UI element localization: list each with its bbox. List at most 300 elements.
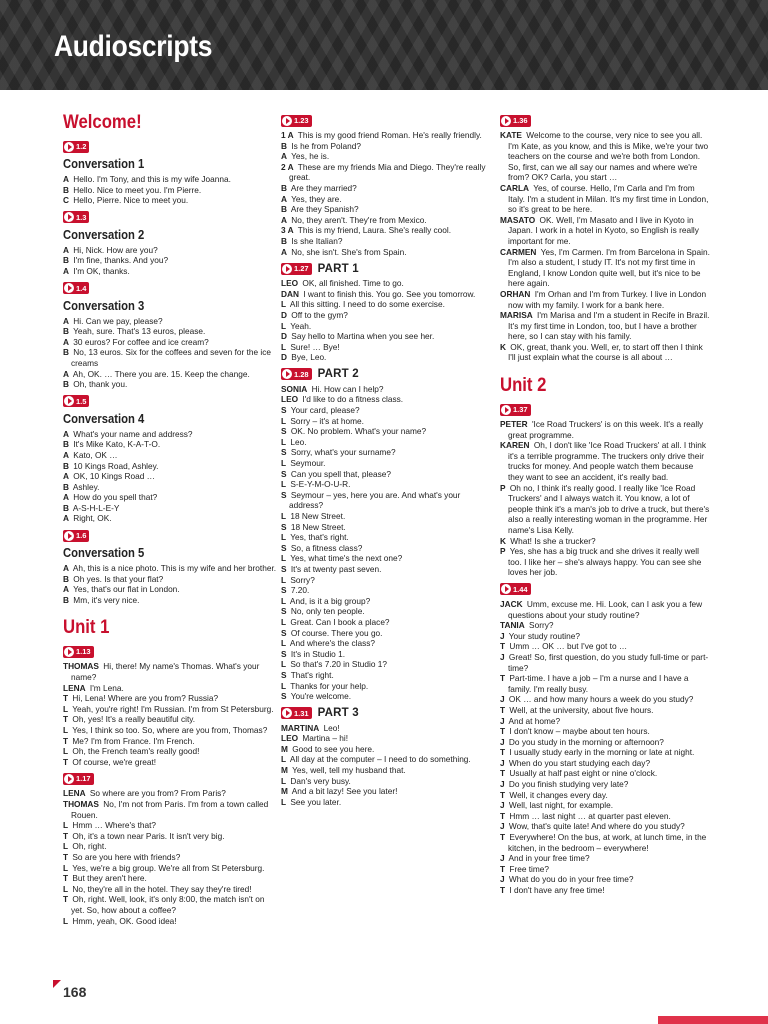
column-3 <box>500 112 710 901</box>
speaker-label: S <box>281 405 287 416</box>
dialogue-line <box>281 151 491 162</box>
speaker-label: T <box>63 894 69 905</box>
dialogue-line <box>281 681 491 692</box>
speaker-label: J <box>500 874 505 885</box>
line-text: 10 Kings Road, Ashley. <box>71 460 159 471</box>
dialogue-line <box>63 255 278 266</box>
dialogue-line <box>281 289 491 300</box>
dialogue-line <box>63 714 278 725</box>
dialogue-line <box>500 800 710 811</box>
speaker-label: L <box>281 320 287 331</box>
section-heading-unit-1: Unit 1 <box>63 617 110 639</box>
dialogue-line <box>281 405 491 416</box>
dialogue-line <box>63 852 278 863</box>
line-text: Oh, the French team's really good! <box>70 746 200 757</box>
line-text: So where are you from? From Paris? <box>87 788 226 799</box>
audio-track[interactable] <box>281 707 491 720</box>
dialogue-line <box>281 236 491 247</box>
dialogue-line <box>63 195 278 206</box>
dialogue-line <box>281 130 491 141</box>
dialogue-line <box>281 194 491 205</box>
speaker-label: A <box>63 449 69 460</box>
play-icon[interactable]: 1.44 <box>500 583 531 595</box>
audio-track[interactable] <box>281 114 491 127</box>
dialogue-line <box>281 490 491 511</box>
line-text: Kato, OK … <box>71 449 118 460</box>
line-text: Umm … OK … but I've got to … <box>507 641 628 652</box>
line-text: But they aren't here. <box>70 873 147 884</box>
speaker-label: L <box>281 553 287 564</box>
speaker-label: T <box>500 832 506 843</box>
speaker-label: 1 A <box>281 130 294 140</box>
speaker-label: T <box>500 673 506 684</box>
speaker-label: B <box>63 573 69 584</box>
line-text: And in your free time? <box>506 853 590 864</box>
dialogue-line <box>500 705 710 716</box>
speaker-label: T <box>500 863 506 874</box>
speaker-label: A <box>63 336 69 347</box>
speaker-label: T <box>500 810 506 821</box>
speaker-label: T <box>63 735 69 746</box>
speaker-label: T <box>63 873 69 884</box>
audio-track[interactable] <box>63 395 278 408</box>
line-text: Leo. <box>288 436 307 447</box>
dialogue-line <box>500 247 710 289</box>
conversation-heading: Conversation 5 <box>63 546 145 561</box>
audio-track[interactable] <box>63 529 278 542</box>
part-title: PART 3 <box>317 707 359 720</box>
line-text: Of course, we're great! <box>70 756 157 767</box>
dialogue-line <box>281 352 491 363</box>
speaker-label: S <box>281 542 287 553</box>
speaker-label: JACK <box>500 598 523 609</box>
line-text: No, they're all in the hotel. They say they're tired! <box>70 883 252 894</box>
speaker-label: A <box>63 244 69 255</box>
line-text: And, is it a big group? <box>288 595 371 606</box>
dialogue-line <box>281 331 491 342</box>
dialogue-line <box>63 683 278 694</box>
play-icon[interactable]: 1.27 <box>281 263 312 275</box>
dialogue-line <box>63 337 278 348</box>
line-text: All day at the computer – I need to do something. <box>288 754 471 765</box>
speaker-label: P <box>500 482 506 493</box>
dialogue-line <box>500 758 710 769</box>
dialogue-line <box>281 585 491 596</box>
speaker-label: A <box>63 563 69 574</box>
line-text: Sorry, what's your surname? <box>288 447 396 458</box>
line-text: Umm, excuse me. Hi. Look, can I ask you a few questions about your study routine? <box>508 598 703 620</box>
speaker-label: J <box>500 800 505 811</box>
speaker-label: S <box>281 447 287 458</box>
dialogue-line <box>63 266 278 277</box>
speaker-label: SONIA <box>281 383 308 394</box>
dialogue-line <box>63 503 278 514</box>
speaker-label: MARTINA <box>281 722 320 733</box>
speaker-label: J <box>500 715 505 726</box>
dialogue-line <box>281 394 491 405</box>
line-text: Yes, that's right. <box>288 532 349 543</box>
dialogue-line <box>281 479 491 490</box>
dialogue-line <box>500 483 710 536</box>
speaker-label: DAN <box>281 288 299 299</box>
speaker-label: T <box>63 756 69 767</box>
speaker-label: B <box>281 235 287 246</box>
play-icon[interactable]: 1.13 <box>63 646 94 658</box>
dialogue-line <box>63 174 278 185</box>
dialogue-line <box>281 733 491 744</box>
line-text: Off to the gym? <box>289 309 348 320</box>
dialogue-line <box>500 726 710 737</box>
speaker-label: B <box>63 379 69 390</box>
speaker-label: L <box>281 796 287 807</box>
play-icon[interactable]: 1.4 <box>63 282 89 294</box>
speaker-label: S <box>281 606 287 617</box>
line-text: Your study routine? <box>506 630 580 641</box>
speaker-label: L <box>63 841 69 852</box>
dialogue-line <box>281 183 491 194</box>
speaker-label: D <box>281 331 287 342</box>
speaker-label: S <box>281 627 287 638</box>
dialogue-line <box>281 204 491 215</box>
speaker-label: PETER <box>500 419 528 430</box>
dialogue-line <box>63 450 278 461</box>
dialogue-line <box>500 779 710 790</box>
speaker-label: B <box>281 182 287 193</box>
line-text: Thanks for your help. <box>288 680 369 691</box>
line-text: I usually study early in the morning or late at night. <box>507 747 695 758</box>
speaker-label: J <box>500 821 505 832</box>
dialogue-block <box>281 130 491 257</box>
play-icon[interactable]: 1.17 <box>63 773 94 785</box>
speaker-label: A <box>63 513 69 524</box>
line-text: Hmm … Where's that? <box>70 820 157 831</box>
column-1 <box>63 112 278 931</box>
speaker-label: S <box>281 489 287 500</box>
speaker-label: L <box>63 725 69 735</box>
dialogue-line <box>281 670 491 681</box>
speaker-label: B <box>63 326 69 337</box>
dialogue-line <box>281 765 491 776</box>
line-text: I want to finish this. You go. See you tomorrow. <box>300 288 476 299</box>
speaker-label: L <box>281 458 287 469</box>
dialogue-line <box>281 776 491 787</box>
line-text: Hello, Pierre. Nice to meet you. <box>71 195 189 206</box>
speaker-label: T <box>500 768 506 779</box>
audio-track[interactable] <box>63 645 278 658</box>
dialogue-line <box>63 369 278 380</box>
speaker-label: K <box>500 535 506 546</box>
line-text: Hi, there! My name's Thomas. What's your name? <box>71 661 260 683</box>
speaker-label: L <box>281 299 287 310</box>
dialogue-block <box>63 429 278 524</box>
line-text: Yes, what time's the next one? <box>288 553 403 564</box>
line-text: Say hello to Martina when you see her. <box>289 331 435 342</box>
dialogue-line <box>500 310 710 342</box>
speaker-label: L <box>281 595 287 606</box>
audio-track[interactable] <box>281 262 491 275</box>
speaker-label: L <box>63 883 69 894</box>
line-text: Oh, thank you. <box>71 379 128 390</box>
play-icon[interactable]: 1.5 <box>63 395 89 407</box>
dialogue-line <box>281 469 491 480</box>
audio-track[interactable] <box>63 282 278 295</box>
dialogue-line <box>281 522 491 533</box>
speaker-label: J <box>500 651 505 662</box>
line-text: OK. No problem. What's your name? <box>288 426 427 437</box>
line-text: Your card, please? <box>288 405 360 416</box>
conversation-heading: Conversation 2 <box>63 227 145 242</box>
dialogue-line <box>500 694 710 705</box>
dialogue-line <box>281 225 491 236</box>
dialogue-line <box>281 447 491 458</box>
dialogue-line <box>63 736 278 747</box>
speaker-label: J <box>500 736 505 747</box>
dialogue-line <box>63 894 278 915</box>
line-text: Yes, I'm Carmen. I'm from Barcelona in Spain. I'm also a student, I study IT. It's not my first time in England, I know London quite well, but it's nice to be here again. <box>508 246 710 289</box>
dialogue-block <box>281 278 491 363</box>
line-text: When do you start studying each day? <box>506 757 651 768</box>
speaker-label: S <box>281 426 287 437</box>
dialogue-block <box>500 130 710 363</box>
speaker-label: KAREN <box>500 440 530 451</box>
dialogue-line <box>500 790 710 801</box>
dialogue-line <box>281 659 491 670</box>
dialogue-line <box>281 437 491 448</box>
line-text: Oh, right. Well, look, it's only 8:00, the match isn't on yet. So, how about a coffee? <box>70 894 265 915</box>
play-icon[interactable]: 1.31 <box>281 707 312 719</box>
speaker-label: L <box>281 754 287 765</box>
line-text: Do you study in the morning or afternoon? <box>506 736 664 747</box>
speaker-label: S <box>281 669 287 680</box>
line-text: Martina – hi! <box>300 733 349 744</box>
dialogue-line <box>63 584 278 595</box>
speaker-label: A <box>281 151 287 162</box>
line-text: Yes, that's our flat in London. <box>71 584 180 595</box>
line-text: Is she Italian? <box>289 235 343 246</box>
line-text: No, they aren't. They're from Mexico. <box>289 214 427 225</box>
dialogue-block <box>63 563 278 605</box>
dialogue-line <box>63 757 278 768</box>
line-text: Sorry? <box>288 574 315 585</box>
dialogue-line <box>281 384 491 395</box>
line-text: Well, at the university, about five hours. <box>507 704 654 715</box>
line-text: I'm Marisa and I'm a student in Recife in Brazil. It's my first time in London, too, but I have a brother here, so I can stay with his family. <box>508 310 710 342</box>
line-text: Oh no, I think it's really good. I really like 'Ice Road Truckers' and I always watch it. You know, a lot of people think it's a man's job to drive a truck, but there's also a really interesting woman in the programme. Her name's Lisa Kelly. <box>507 482 710 535</box>
dialogue-line <box>63 185 278 196</box>
speaker-label: A <box>63 492 69 503</box>
line-text: So that's 7.20 in Studio 1? <box>288 659 387 670</box>
dialogue-line <box>281 744 491 755</box>
line-text: So, a fitness class? <box>288 542 363 553</box>
line-text: I'm Orhan and I'm from Turkey. I live in London now with my family. I work for a bank here. <box>508 288 707 310</box>
line-text: Yeah, sure. That's 13 euros, please. <box>71 326 206 337</box>
dialogue-line <box>281 162 491 183</box>
speaker-label: B <box>63 502 69 513</box>
dialogue-line <box>500 885 710 896</box>
line-text: Ah, OK. … There you are. 15. Keep the change. <box>71 368 250 379</box>
line-text: 18 New Street. <box>288 511 346 521</box>
speaker-label: J <box>500 694 505 705</box>
line-text: Hmm … last night … at quarter past eleven. <box>507 810 671 821</box>
dialogue-line <box>500 215 710 247</box>
speaker-label: LENA <box>63 682 86 693</box>
line-text: Are they married? <box>289 182 357 193</box>
line-text: What's your name and address? <box>71 428 193 439</box>
speaker-label: LEO <box>281 733 299 744</box>
line-text: Well, last night, for example. <box>506 800 613 811</box>
dialogue-line <box>281 649 491 660</box>
speaker-label: B <box>63 481 69 492</box>
line-text: Oh, yes! It's a really beautiful city. <box>70 714 196 725</box>
line-text: Yeah. <box>288 320 312 331</box>
speaker-label: A <box>63 265 69 276</box>
audio-track[interactable] <box>63 211 278 224</box>
speaker-label: B <box>281 204 287 215</box>
dialogue-line <box>63 831 278 842</box>
speaker-label: L <box>63 820 69 831</box>
line-text: Ashley. <box>71 481 100 492</box>
line-text: Wow, that's quite late! And where do you study? <box>506 821 685 832</box>
line-text: All this sitting. I need to do some exercise. <box>288 299 445 310</box>
line-text: Sure! … Bye! <box>288 341 340 352</box>
line-text: And at home? <box>506 715 561 726</box>
dialogue-line <box>63 693 278 704</box>
speaker-label: L <box>63 746 69 757</box>
speaker-label: B <box>63 347 69 358</box>
line-text: Oh yes. Is that your flat? <box>71 573 164 584</box>
dialogue-block <box>63 245 278 277</box>
line-text: 7.20. <box>288 585 310 596</box>
line-text: Sorry? <box>526 620 554 631</box>
line-text: OK. Well, I'm Masato and I live in Kyoto in Japan. I work in a hotel in Kyoto, so English is really important for me. <box>508 214 699 246</box>
dialogue-line <box>500 419 710 440</box>
speaker-label: A <box>63 584 69 595</box>
dialogue-line <box>281 299 491 310</box>
line-text: How do you spell that? <box>71 492 158 503</box>
line-text: Hmm, yeah, OK. Good idea! <box>70 915 177 926</box>
line-text: Leo! <box>321 722 340 733</box>
dialogue-line <box>281 754 491 765</box>
dialogue-line <box>500 821 710 832</box>
speaker-label: S <box>281 691 287 702</box>
speaker-label: A <box>63 368 69 379</box>
line-text: Free time? <box>507 863 550 874</box>
line-text: You're welcome. <box>288 691 352 702</box>
audio-track[interactable] <box>500 403 710 416</box>
dialogue-line <box>281 310 491 321</box>
speaker-label: L <box>281 511 287 521</box>
speaker-label: LENA <box>63 788 86 799</box>
line-text: I don't know – maybe about ten hours. <box>507 726 650 737</box>
line-text: Oh, right. <box>70 841 107 852</box>
part-title: PART 1 <box>317 262 359 275</box>
speaker-label: A <box>281 193 287 204</box>
line-text: Yes, I think so too. So, where are you from, Thomas? <box>70 725 268 735</box>
line-text: Yeah, you're right! I'm Russian. I'm from St Petersburg. <box>70 703 274 714</box>
speaker-label: P <box>500 546 506 557</box>
dialogue-line <box>63 439 278 450</box>
play-icon[interactable]: 1.36 <box>500 115 531 127</box>
play-icon[interactable]: 1.3 <box>63 211 89 223</box>
speaker-label: J <box>500 779 505 790</box>
dialogue-line <box>500 832 710 853</box>
play-icon[interactable]: 1.2 <box>63 141 89 153</box>
dialogue-line <box>63 841 278 852</box>
dialogue-line <box>281 511 491 522</box>
dialogue-line <box>63 316 278 327</box>
speaker-label: MASATO <box>500 214 536 225</box>
conversation-heading: Conversation 3 <box>63 298 145 313</box>
dialogue-line <box>500 599 710 620</box>
play-icon[interactable]: 1.28 <box>281 368 312 380</box>
speaker-label: T <box>500 704 506 715</box>
speaker-label: T <box>63 851 69 862</box>
dialogue-line <box>63 746 278 757</box>
line-text: Yes, he is. <box>289 151 330 162</box>
speaker-label: B <box>63 460 69 471</box>
speaker-label: S <box>281 521 287 532</box>
dialogue-block <box>281 723 491 808</box>
dialogue-line <box>63 513 278 524</box>
line-text: Everywhere! On the bus, at work, at lunch time, in the kitchen, in the bedroom – everywhere! <box>507 832 707 853</box>
dialogue-line <box>281 691 491 702</box>
line-text: Mm, it's very nice. <box>71 594 140 605</box>
dialogue-line <box>500 289 710 310</box>
line-text: I'd like to do a fitness class. <box>300 394 404 405</box>
speaker-label: S <box>281 648 287 659</box>
speaker-label: A <box>63 315 69 326</box>
line-text: Hello. I'm Tony, and this is my wife Joanna. <box>71 174 231 184</box>
speaker-label: L <box>281 775 287 786</box>
line-text: It's Mike Kato, K-A-T-O. <box>71 439 161 450</box>
audio-track[interactable] <box>500 114 710 127</box>
conversation-heading: Conversation 4 <box>63 411 145 426</box>
speaker-label: THOMAS <box>63 798 99 809</box>
line-text: Is he from Poland? <box>289 140 361 151</box>
line-text: This is my friend, Laura. She's really cool. <box>295 225 452 236</box>
line-text: Yes, they are. <box>289 193 342 204</box>
play-icon[interactable]: 1.37 <box>500 404 531 416</box>
audio-track[interactable] <box>500 583 710 596</box>
audio-track[interactable] <box>281 368 491 381</box>
dialogue-line <box>500 620 710 631</box>
play-icon[interactable]: 1.6 <box>63 530 89 542</box>
dialogue-line <box>63 916 278 927</box>
dialogue-block <box>63 788 278 926</box>
line-text: And a bit lazy! See you later! <box>289 786 398 797</box>
speaker-label: S <box>281 563 287 574</box>
dialogue-line <box>63 799 278 820</box>
dialogue-block <box>500 599 710 896</box>
page-title: Audioscripts <box>54 30 213 63</box>
section-heading-welcome: Welcome! <box>63 112 142 133</box>
dialogue-line <box>500 716 710 727</box>
speaker-label: B <box>63 184 69 195</box>
audio-track[interactable] <box>63 140 278 153</box>
dialogue-line <box>500 737 710 748</box>
speaker-label: S <box>281 585 287 596</box>
speaker-label: D <box>281 309 287 320</box>
line-text: Yes, well, tell my husband that. <box>289 765 406 776</box>
play-icon[interactable]: 1.23 <box>281 115 312 127</box>
audio-track[interactable] <box>63 772 278 785</box>
line-text: OK, great, thank you. Well, er, to start off then I think I'll just explain what the course is all about … <box>508 341 703 363</box>
dialogue-line <box>500 130 710 183</box>
line-text: Seymour – yes, here you are. And what's your address? <box>288 489 461 511</box>
dialogue-line <box>500 747 710 758</box>
dialogue-line <box>281 723 491 734</box>
line-text: Are they Spanish? <box>289 204 359 215</box>
